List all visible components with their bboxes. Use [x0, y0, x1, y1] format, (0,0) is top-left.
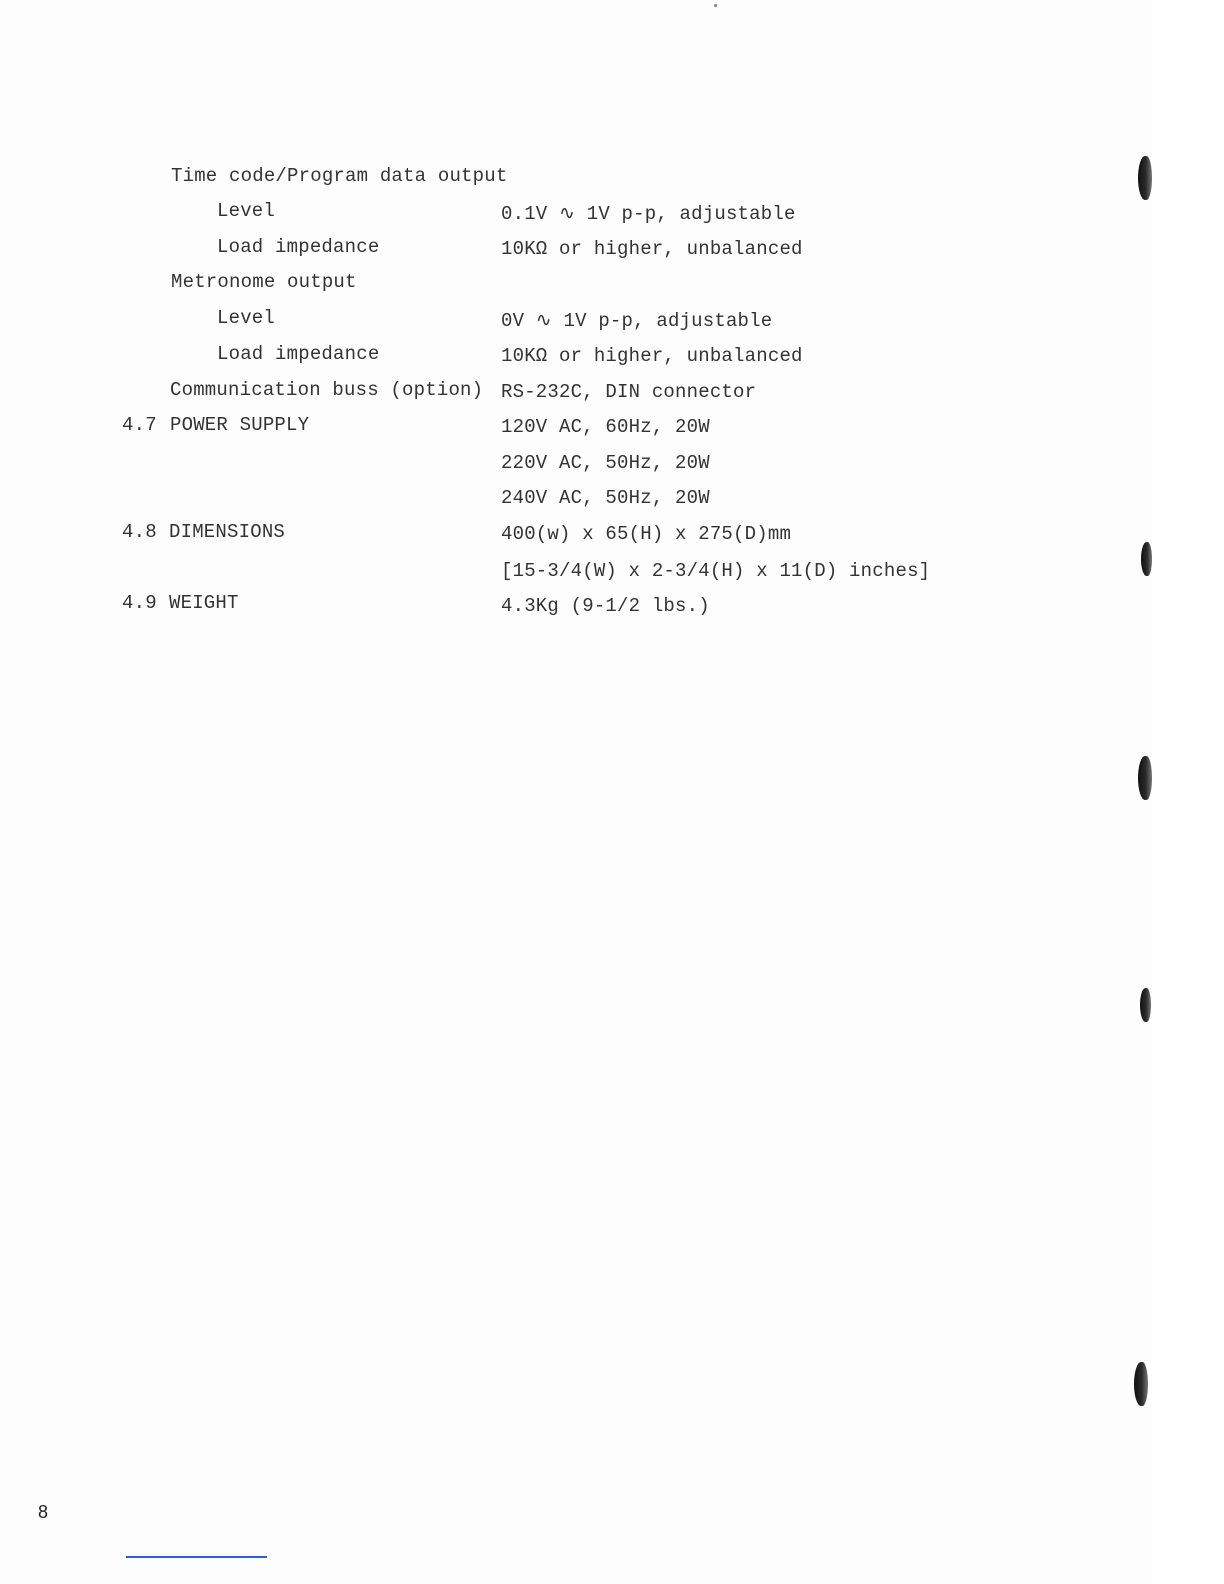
binder-hole-icon: [1140, 988, 1151, 1022]
met-level-value: 0V ∿ 1V p-p, adjustable: [501, 310, 773, 332]
page-number: 8: [38, 1502, 49, 1522]
scan-speck: [714, 4, 717, 7]
comm-label: Communication buss (option): [170, 379, 484, 401]
weight-number: 4.9: [122, 592, 157, 614]
power-value-1: 120V AC, 60Hz, 20W: [501, 416, 710, 438]
power-number: 4.7: [122, 414, 157, 436]
dimensions-label: DIMENSIONS: [169, 521, 286, 543]
binder-hole-icon: [1138, 156, 1152, 200]
tc-level-value: 0.1V ∿ 1V p-p, adjustable: [501, 203, 796, 225]
met-impedance-value: 10KΩ or higher, unbalanced: [501, 345, 803, 367]
tc-impedance-label: Load impedance: [217, 236, 380, 258]
tc-impedance-value: 10KΩ or higher, unbalanced: [501, 238, 803, 260]
met-impedance-label: Load impedance: [217, 343, 380, 365]
weight-value: 4.3Kg (9-1/2 lbs.): [501, 595, 710, 617]
time-code-heading: Time code/Program data output: [171, 165, 508, 187]
dimensions-number: 4.8: [122, 521, 157, 543]
comm-value: RS-232C, DIN connector: [501, 381, 757, 403]
power-value-3: 240V AC, 50Hz, 20W: [501, 487, 710, 509]
dimensions-value-2: [15-3/4(W) x 2-3/4(H) x 11(D) inches]: [501, 560, 931, 582]
metronome-heading: Metronome output: [171, 271, 357, 293]
binder-hole-icon: [1134, 1362, 1148, 1406]
met-level-label: Level: [217, 307, 276, 329]
page-edge-shadow: [1152, 0, 1224, 1584]
tc-level-label: Level: [217, 200, 276, 222]
binder-hole-icon: [1138, 756, 1152, 800]
power-label: POWER SUPPLY: [170, 414, 310, 436]
power-value-2: 220V AC, 50Hz, 20W: [501, 452, 710, 474]
weight-label: WEIGHT: [169, 592, 239, 614]
binder-hole-icon: [1141, 542, 1152, 576]
bottom-rule: [126, 1556, 267, 1558]
dimensions-value-1: 400(w) x 65(H) x 275(D)mm: [501, 523, 792, 545]
